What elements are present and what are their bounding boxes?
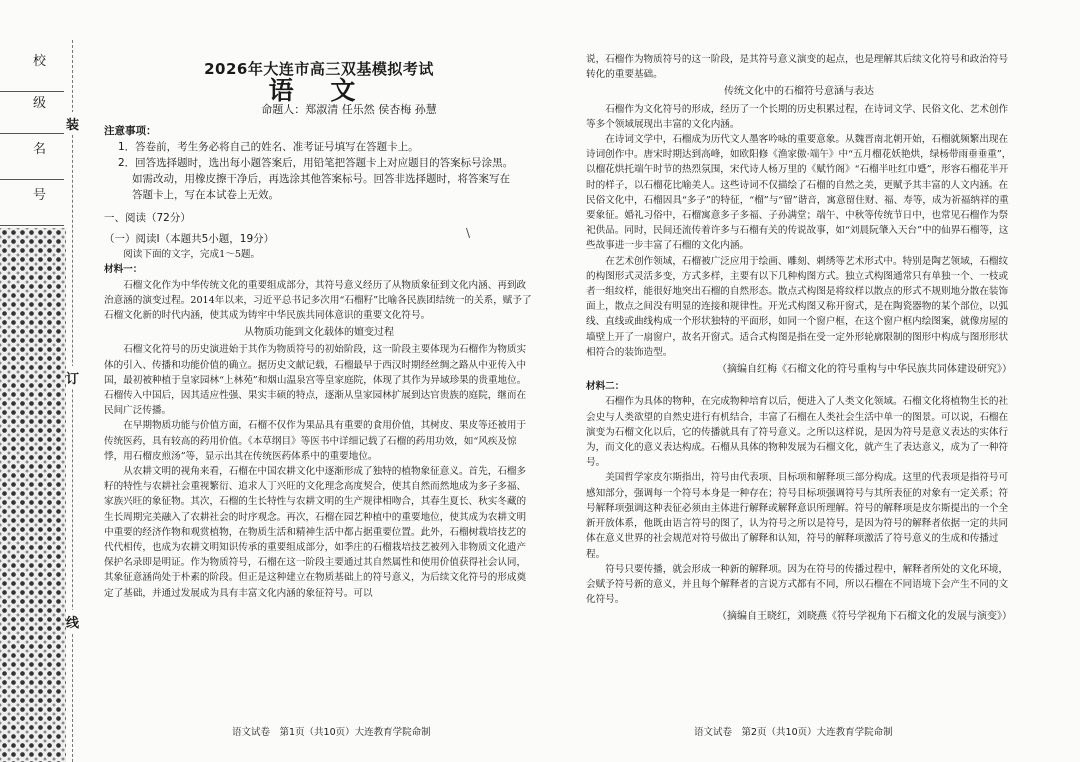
number-label: 号 bbox=[32, 188, 46, 203]
page-2-footer: 语文试卷 第2页（共10页）大连教育学院命制 bbox=[694, 727, 893, 738]
note-item: 2．回答选择题时，选出每小题答案后，用铅笔把答题卡上对应题目的答案标号涂黑。 bbox=[118, 156, 514, 169]
class-label: 级 bbox=[32, 96, 46, 111]
name-label: 名 bbox=[32, 142, 46, 157]
note-item: 如需改动，用橡皮擦干净后，再选涂其他答案标号。回答非选择题时，将答案写在 bbox=[132, 172, 510, 185]
school-label: 校 bbox=[32, 54, 46, 69]
proposers: 命题人：郑淑清 任乐然 侯杏梅 孙慧 bbox=[261, 103, 437, 117]
paragraph: 石榴文化作为中华传统文化的重要组成部分，其符号意义经历了从物质象征到文化内涵、再到政治意涵的演变过程。2014年以来，习近平总书记多次用“石榴籽”比喻各民族团结统一的关系，赋予了石榴文化新的时代内涵，使其成为铸牢中华民族共同体意识的重要文化符号。 bbox=[104, 279, 532, 322]
section-subheading: 传统文化中的石榴符号意涵与表达 bbox=[724, 86, 874, 98]
exam-title: 2026年大连市高三双基模拟考试 bbox=[204, 60, 434, 78]
paragraph: 石榴作为具体的物种，在完成物种培育以后，便进入了人类文化领域。石榴文化将植物生长的社会史与人类欲望的自然史进行有机结合，丰富了石榴在人类社会生活中单一的图景。可以说，石榴在演变为石榴文化以后，它的传播就具有了符号意义。之所以这样说，是因为符号是意义表达的实体行为，而文化的意义表达构成。石榴从具体的物种发展为石榴文化，就产生了表达意义，成为了一种符号。 bbox=[586, 396, 1009, 469]
number-field[interactable] bbox=[0, 184, 72, 232]
paragraph: 石榴文化符号的历史演进始于其作为物质符号的初始阶段，这一阶段主要体现为石榴作为物质实体的引入、传播和功能价值的确立。据历史文献记载，石榴最早于西汉时期经丝绸之路从中亚传入中国，最初被种植于皇家园林“上林苑”和烟山温泉宫等皇家庭院，体现了其作为异域珍果的贵重地位。石榴传入中国后，因其适应性强、果实丰硕的特点，逐渐从皇家园林扩展到达官贵族的庭院，继而在民间广泛传播。 bbox=[104, 344, 527, 417]
section-subheading: 从物质功能到文化载体的嬗变过程 bbox=[244, 327, 394, 339]
paragraph: 石榴作为文化符号的形成，经历了一个长期的历史积累过程，在诗词文学、民俗文化、艺术创作等多个领域展现出丰富的文化内涵。 bbox=[586, 103, 1009, 130]
subsection-heading: （一）阅读Ⅰ（本题共5小题，19分） bbox=[104, 233, 275, 246]
paragraph: 在诗词文学中，石榴成为历代文人墨客吟咏的重要意象。从魏晋南北朝开始，石榴就频繁出现在诗词创作中。唐宋时期达到高峰，如欧阳修《渔家傲·端午》中“五月榴花妖艳烘，绿杨带雨垂垂重”，以榴花烘托端午时节的热烈氛围，宋代诗人杨万里的《赋竹阁》“石榴半吐红巾蹙”，形容石榴花半开时的样子，以石榴花比喻美人。这些诗词不仅描绘了石榴的自然之美，更赋予其丰富的人文内涵。在民俗文化中，石榴因具“多子”的特征，“榴”与“留”谐音，寓意留住财、福、寿等，成为祈福纳祥的重要象征。婚礼习俗中，石榴寓意多子多福、子孙满堂；端午、中秋等传统节日中，也常见石榴作为祭祀供品。同时，民间还流传着许多与石榴有关的传说故事，如“刘晨阮肇入天台”中的仙界石榴等，这些故事进一步丰富了石榴的文化内涵。 bbox=[586, 134, 1012, 252]
school-field[interactable] bbox=[0, 50, 72, 98]
page-2-column bbox=[586, 52, 1012, 627]
source-citation: （摘编自王晓红，刘晓燕《符号学视角下石榴文化的发展与演变》） bbox=[717, 611, 1012, 623]
bind-mark-zhuang: 装 bbox=[66, 112, 79, 135]
material-2-label: 材料二： bbox=[586, 381, 625, 393]
notes-heading: 注意事项： bbox=[104, 124, 157, 137]
class-field[interactable] bbox=[0, 92, 72, 140]
stray-mark: \ bbox=[466, 226, 471, 240]
binding-fold-line bbox=[72, 40, 73, 762]
paragraph: 符号只要传播，就会形成一种新的解释项。因为在符号的传播过程中，解释者所处的文化环境，会赋予符号新的意义，并且每个解释者的言说方式都有不同，所以石榴在不同语境下会产生不同的文化符号。 bbox=[586, 563, 1009, 606]
paragraph: 在艺术创作领域，石榴被广泛应用于绘画、雕刻、刺绣等艺术形式中。特别是陶艺领域，石榴纹的构图形式灵活多变，方式多样，主要有以下几种构图方式。独立式构图通常只有单独一个、一枝或者一组纹样，能很好地突出石榴的自然形态。散点式构图是将纹样以散点的形式不规则地分散在装饰面上，散点之间没有明显的连接和规律性。开光式构图又称开窗式，是在陶瓷器物的某个部位，以弧线、直线或曲线构成一个形状独特的平面形，如同一个窗户框，在这个窗户框内绘图案，就像房屋的墙壁上开了一扇窗户，故名开窗式。适合式构图是指在受一定外形轮廓限制的图形中构成与图形形状相符合的装饰造型。 bbox=[586, 255, 1009, 358]
material-1-label: 材料一： bbox=[104, 264, 143, 276]
paragraph: 在早期物质功能与价值方面，石榴不仅作为果品具有重要的食用价值，其树皮、果皮等还被用于传统医药，具有较高的药用价值。《本草纲目》等医书中详细记载了石榴的药用功效，如“风疾及惊悸，用石榴皮煎汤”等，显示出其在传统医药体系中的重要地位。 bbox=[104, 420, 527, 462]
page-1-column bbox=[104, 58, 534, 601]
page-1-footer: 语文试卷 第1页（共10页）大连教育学院命制 bbox=[232, 727, 431, 738]
instruction: 阅读下面的文字，完成1～5题。 bbox=[123, 249, 261, 261]
name-field[interactable] bbox=[0, 138, 72, 186]
note-item: 1．答卷前，考生务必将自己的姓名、准考证号填写在答题卡上。 bbox=[118, 140, 419, 153]
hatch-pattern bbox=[0, 228, 66, 762]
bind-mark-xian: 线 bbox=[66, 610, 79, 633]
paragraph: 美国哲学家皮尔斯指出，符号由代表项、目标项和解释项三部分构成。这里的代表项是指符号可感知部分，强调每一个符号本身是一种存在；符号目标项强调符号与其所表征的对象有一定关系；符号解释项强调这种表征必须由主体进行解释或解释意识所理解。符号的解释项是皮尔斯提出的一个全新开放体系，他既由语言符号的图了，认为符号之所以是符号，是因为符号的解释者依据一定的共同体在意义世界的社会规范对符号做出了解释和认知，符号的解释项激活了符号意义的生成和传播过程。 bbox=[586, 472, 1009, 560]
paragraph: 从农耕文明的视角来看，石榴在中国农耕文化中逐渐形成了独特的植物象征意义。首先，石榴多籽的特性与农耕社会重视繁衍、追求人丁兴旺的文化理念高度契合，使其自然而然地成为多子多福、家族兴旺的象征物。其次，石榴的生长特性与农耕文明的生产规律相吻合，其春生夏长、秋实冬藏的生长周期完美融入了农耕社会的时序观念。再次，石榴在园艺种植中的重要地位，使其成为农耕文明中重要的经济作物和观赏植物，在物质生活和精神生活中都占据重要位置。此外，石榴树栽培技艺的代代相传，也成为农耕文明知识传承的重要组成部分，如季庄的石榴栽培技艺被列入非物质文化遗产保护名录即是明证。作为物质符号，石榴在这一阶段主要通过其自然属性和使用价值获得社会认同，其象征意涵尚处于朴素的阶段。但正是这种建立在物质基础上的符号意义，为后续文化符号的形成奠定了基础，并通过发展成为具有丰富文化内涵的象征符号。可以 bbox=[104, 466, 527, 599]
subject-title: 语 文 bbox=[268, 76, 370, 106]
section-heading: 一、阅读（72分） bbox=[104, 211, 191, 224]
paragraph: 说，石榴作为物质符号的这一阶段，是其符号意义演变的起点，也是理解其后续文化符号和政治符号转化的重要基础。 bbox=[586, 54, 1009, 81]
bind-mark-ding: 订 bbox=[66, 366, 79, 389]
source-citation: （摘编自红梅《石榴文化的符号重构与中华民族共同体建设研究》） bbox=[717, 364, 1012, 376]
note-item: 答题卡上，写在本试卷上无效。 bbox=[132, 188, 279, 201]
binding-strip bbox=[0, 0, 72, 762]
